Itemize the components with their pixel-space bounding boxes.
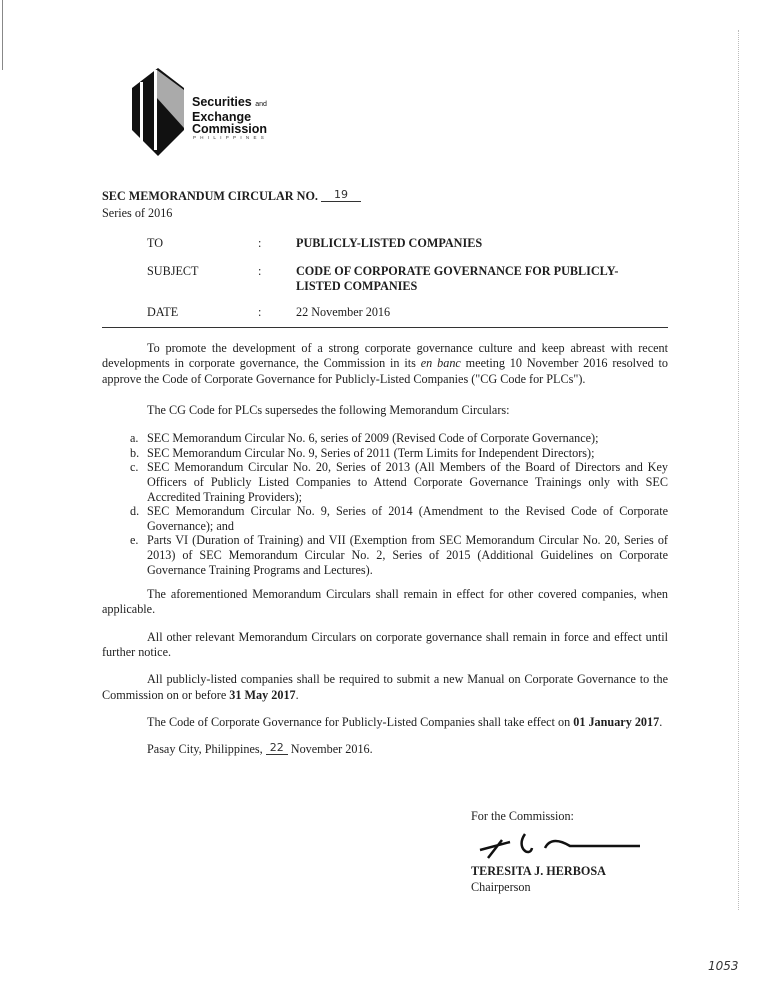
- field-colon: :: [258, 305, 262, 319]
- effectivity-text: The Code of Corporate Governance for Publicly-Listed Companies shall take effect on: [147, 714, 574, 729]
- paragraph-intro: [102, 341, 668, 387]
- signatory-name: TERESITA J. HERBOSA: [471, 864, 606, 878]
- list-letter: d.: [130, 504, 140, 519]
- list-letter: b.: [130, 445, 140, 460]
- logo-line1: Securities: [192, 95, 252, 109]
- list-item: [130, 445, 668, 461]
- divider: [102, 327, 668, 328]
- paragraph-remain-effect: The aforementioned Memorandum Circulars shall remain in effect for other covered companies, when applicable.: [102, 587, 668, 617]
- circular-number: 19: [321, 189, 361, 202]
- logo-line3: Commission: [192, 122, 268, 136]
- effectivity-date: 01 January 2017: [573, 714, 660, 729]
- logo-country: PHILIPPINES: [193, 135, 269, 140]
- paragraph-effectivity: [102, 715, 668, 730]
- signature-icon: [470, 828, 645, 862]
- manual-text: All publicly-listed companies shall be required to submit a new Manual on Corporate Governance to the Commission on or before: [102, 672, 668, 702]
- circular-title-text: SEC MEMORANDUM CIRCULAR NO.: [102, 189, 318, 203]
- for-commission: For the Commission:: [471, 809, 574, 823]
- field-label-date: DATE: [147, 305, 179, 319]
- logo-line2: Exchange: [192, 110, 252, 124]
- intro-emphasis: en banc: [420, 356, 461, 371]
- scan-edge-line: [2, 0, 3, 70]
- list-item: [130, 431, 668, 446]
- manual-deadline: 31 May 2017: [229, 687, 296, 702]
- field-value-date: 22 November 2016: [296, 305, 391, 319]
- field-value-to: PUBLICLY-LISTED COMPANIES: [296, 236, 483, 250]
- place-text: Pasay City, Philippines,: [147, 742, 266, 757]
- list-text: SEC Memorandum Circular No. 20, Series of 2013 (All Members of the Board of Directors and Key Officers of Publicly Listed Companies to Attend Corporate Governance Trainings only with SEC Accredited Training Providers);: [147, 460, 668, 504]
- handwritten-stamp: 1053: [708, 959, 739, 973]
- list-item: [130, 460, 668, 504]
- signatory-title: Chairperson: [471, 880, 531, 894]
- list-text: SEC Memorandum Circular No. 6, series of 2009 (Revised Code of Corporate Governance);: [147, 431, 599, 446]
- place-day: 22: [266, 742, 288, 755]
- list-letter: a.: [130, 431, 139, 446]
- paragraph-manual: [102, 672, 668, 703]
- field-label-subject: SUBJECT: [147, 264, 199, 278]
- superseded-list: [102, 431, 668, 577]
- list-item: [130, 504, 668, 533]
- list-item: [130, 533, 668, 577]
- place-date: [102, 742, 668, 757]
- list-letter: e.: [130, 533, 139, 548]
- manual-end: .: [295, 687, 299, 702]
- memo-body: [102, 341, 668, 770]
- list-text: SEC Memorandum Circular No. 9, Series of 2014 (Amendment to the Revised Code of Corporate Governance); and: [147, 504, 668, 533]
- field-colon: :: [258, 236, 262, 250]
- intro-text-end: meeting 10 November 2016 resolved to approve the Code of Corporate Governance for Publicly-Listed Companies ("CG Code for PLCs").: [102, 356, 668, 386]
- sec-logo-mark-icon: [128, 68, 188, 158]
- intro-text: To promote the development of a strong corporate governance culture and keep abreast with recent developments in corporate governance, the Commission in its: [102, 341, 668, 371]
- field-label-to: TO: [147, 236, 164, 250]
- list-text: SEC Memorandum Circular No. 9, Series of 2011 (Term Limits for Independent Directors);: [147, 445, 595, 460]
- list-letter: c.: [130, 460, 139, 475]
- effectivity-end: .: [659, 714, 663, 729]
- series: Series of 2016: [102, 206, 173, 220]
- logo-and: and: [255, 101, 267, 108]
- list-text: Parts VI (Duration of Training) and VII (Exemption from SEC Memorandum Circular No. 20, Series of 2013) of SEC Memorandum Circular No. 2, Series of 2015 (Additional Guidelines on Corporate Governance Training Programs and Lectures).: [147, 533, 668, 577]
- field-colon: :: [258, 264, 262, 278]
- field-value-subject: CODE OF CORPORATE GOVERNANCE FOR PUBLICLY-LISTED COMPANIES: [296, 264, 619, 293]
- scan-edge-line: [738, 30, 739, 910]
- place-text-end: November 2016.: [287, 742, 373, 757]
- circular-title: [102, 189, 361, 203]
- paragraph-supersedes: The CG Code for PLCs supersedes the following Memorandum Circulars:: [147, 402, 510, 417]
- paragraph-force: All other relevant Memorandum Circulars on corporate governance shall remain in force and effect until further notice.: [102, 629, 668, 660]
